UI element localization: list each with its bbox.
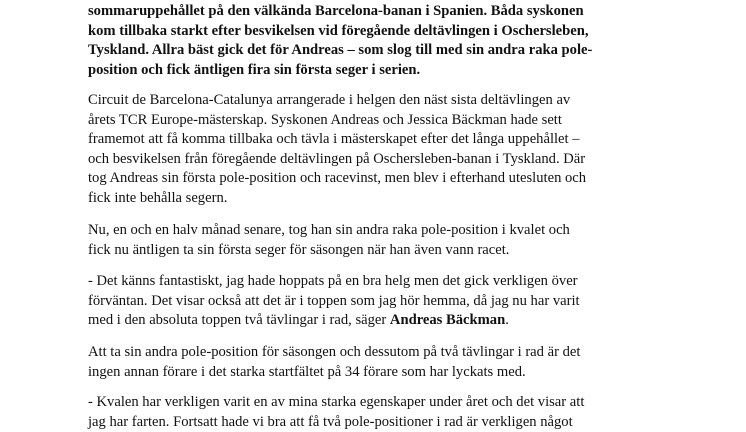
- body-paragraph-2: [88, 221, 570, 260]
- text-line: ingen annan förare i det starka startfältet på 34 förare som har lyckats med.: [88, 363, 580, 383]
- attribution-suffix: .: [505, 312, 509, 328]
- attribution-prefix: med i den absoluta toppen två tävlingar i rad, säger: [88, 312, 390, 328]
- text-line: Tyskland. Allra bäst gick det för Andreas – som slog till med sin andra raka pole-: [88, 41, 592, 61]
- text-line: position och fick äntligen fira sin första seger i serien.: [88, 61, 592, 81]
- text-line: tog Andreas sin första pole-position och racevinst, men blev i efterhand utesluten och: [88, 169, 586, 189]
- text-line: fick inte behålla segern.: [88, 189, 586, 209]
- text-line: sommaruppehållet på den välkända Barcelona-banan i Spanien. Båda syskonen: [88, 2, 592, 22]
- body-paragraph-1: [88, 91, 586, 208]
- text-line: framemot att få komma tillbaka och tävla i mästerskapet efter det långa uppehållet –: [88, 130, 586, 150]
- text-line: - Det känns fantastiskt, jag hade hoppats på en bra helg men det gick verkligen över: [88, 272, 580, 292]
- text-line: förväntan. Det visar också att det är i toppen som jag hör hemma, då jag nu har varit: [88, 292, 580, 312]
- text-line: Circuit de Barcelona-Catalunya arrangerade i helgen den näst sista deltävlingen av: [88, 91, 586, 111]
- text-line: - Kvalen har verkligen varit en av mina starka egenskaper under året och det visar att: [88, 393, 584, 413]
- text-line: och besvikelsen från föregående deltävlingen på Oschersleben-banan i Tyskland. Där: [88, 150, 586, 170]
- text-line: [88, 311, 580, 331]
- speaker-name: Andreas Bäckman: [390, 312, 505, 328]
- text-line: Nu, en och en halv månad senare, tog han sin andra raka pole-position i kvalet och: [88, 221, 570, 241]
- body-paragraph-3: [88, 343, 580, 382]
- lead-paragraph: [88, 2, 592, 80]
- text-line: årets TCR Europe-mästerskap. Syskonen Andreas och Jessica Bäckman hade sett: [88, 111, 586, 131]
- text-line: jag har farten. Fortsatt hade vi bra att få två pole-positioner i rad är verkligen något: [88, 413, 584, 432]
- text-line: fick nu äntligen ta sin första seger för säsongen när han även vann racet.: [88, 241, 570, 261]
- quote-paragraph-1: [88, 272, 580, 331]
- text-line: kom tillbaka starkt efter besvikelsen vid föregående deltävlingen i Oschersleben,: [88, 22, 592, 42]
- text-line: Att ta sin andra pole-position för säsongen och dessutom på två tävlingar i rad är det: [88, 343, 580, 363]
- quote-paragraph-2: [88, 393, 584, 432]
